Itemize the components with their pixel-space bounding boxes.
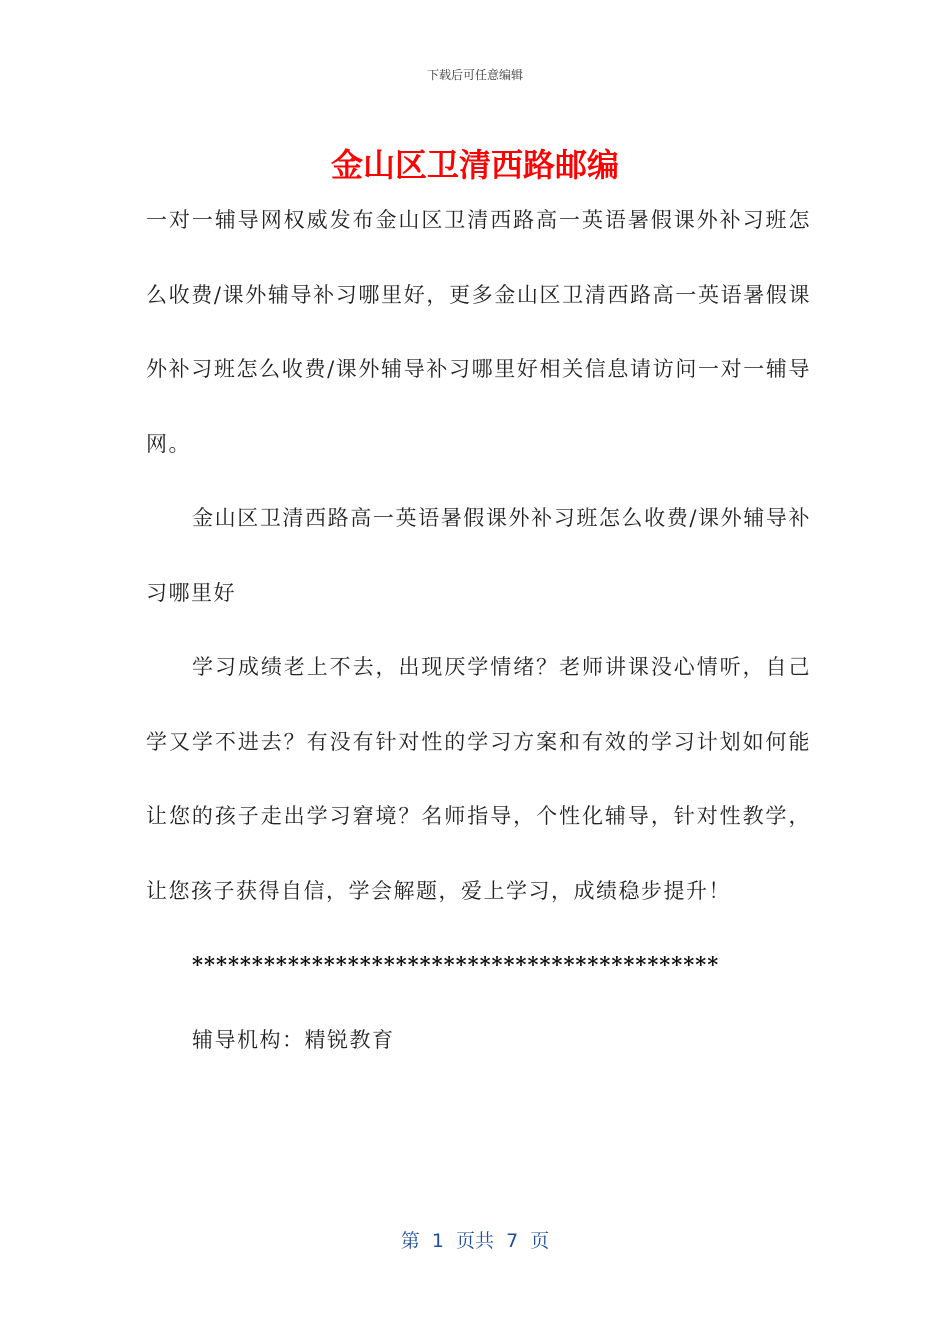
description-paragraph: 学习成绩老上不去，出现厌学情绪？老师讲课没心情听，自己学又学不进去？有没有针对性的学习方案和有效的学习计划如何能让您的孩子走出学习窘境？名师指导，个性化辅导，针对性教学，让您孩子获得自信，学会解题，爱上学习，成绩稳步提升！ xyxy=(146,655,811,903)
institution-line: 辅导机构：精锐教育 xyxy=(192,1027,395,1052)
document-body xyxy=(146,183,811,1077)
document-title: 金山区卫清西路邮编 xyxy=(330,146,619,184)
subtitle-paragraph: 金山区卫清西路高一英语暑假课外补习班怎么收费/课外辅导补习哪里好 xyxy=(146,506,811,605)
header-note: 下载后可任意编辑 xyxy=(426,68,523,82)
separator-line: ******************************************** xyxy=(192,952,720,977)
page-number-footer: 第 1 页共 7 页 xyxy=(400,1230,550,1252)
intro-paragraph: 一对一辅导网权威发布金山区卫清西路高一英语暑假课外补习班怎么收费/课外辅导补习哪里好，更多金山区卫清西路高一英语暑假课外补习班怎么收费/课外辅导补习哪里好相关信息请访问一对一辅导网。 xyxy=(146,208,811,456)
